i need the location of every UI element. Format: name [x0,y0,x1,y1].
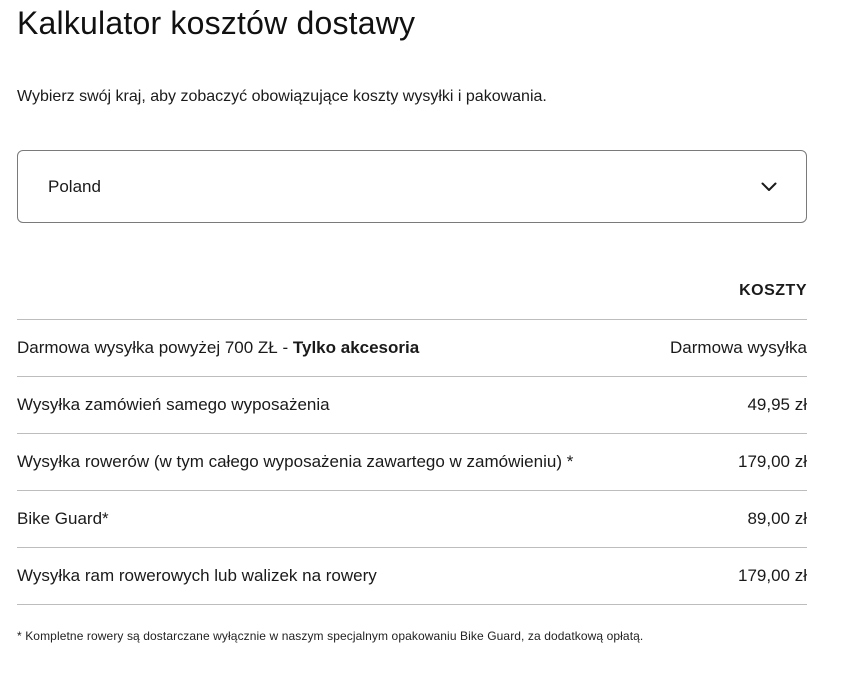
country-select-value: Poland [48,176,101,196]
row-label: Wysyłka zamówień samego wyposażenia [17,395,330,414]
table-row [17,320,807,377]
row-cost: Darmowa wysyłka [670,338,807,357]
table-row [17,377,807,434]
row-cost: 89,00 zł [747,509,807,528]
table-row [17,491,807,548]
footnote: * Kompletne rowery są dostarczane wyłącznie w naszym specjalnym opakowaniu Bike Guard, za dodatkową opłatą. [17,629,644,643]
chevron-down-icon[interactable] [760,178,778,196]
row-label: Darmowa wysyłka powyżej 700 ZŁ - Tylko akcesoria [17,338,420,357]
page-title: Kalkulator kosztów dostawy [17,5,416,41]
row-cost: 179,00 zł [738,452,807,471]
country-select[interactable] [17,150,807,223]
costs-table-header [17,281,807,320]
column-header-costs: KOSZTY [739,282,807,299]
intro-text: Wybierz swój kraj, aby zobaczyć obowiązujące koszty wysyłki i pakowania. [17,88,547,105]
table-row [17,434,807,491]
row-label-bold: Tylko akcesoria [292,338,420,357]
row-label: Bike Guard* [17,509,109,528]
row-cost: 49,95 zł [747,395,807,414]
row-cost: 179,00 zł [738,566,807,585]
table-row [17,548,807,605]
row-label: Wysyłka rowerów (w tym całego wyposażenia zawartego w zamówieniu) * [17,452,574,471]
shipping-calculator [17,0,807,643]
row-label: Wysyłka ram rowerowych lub walizek na rowery [17,566,377,585]
costs-table [17,281,807,605]
